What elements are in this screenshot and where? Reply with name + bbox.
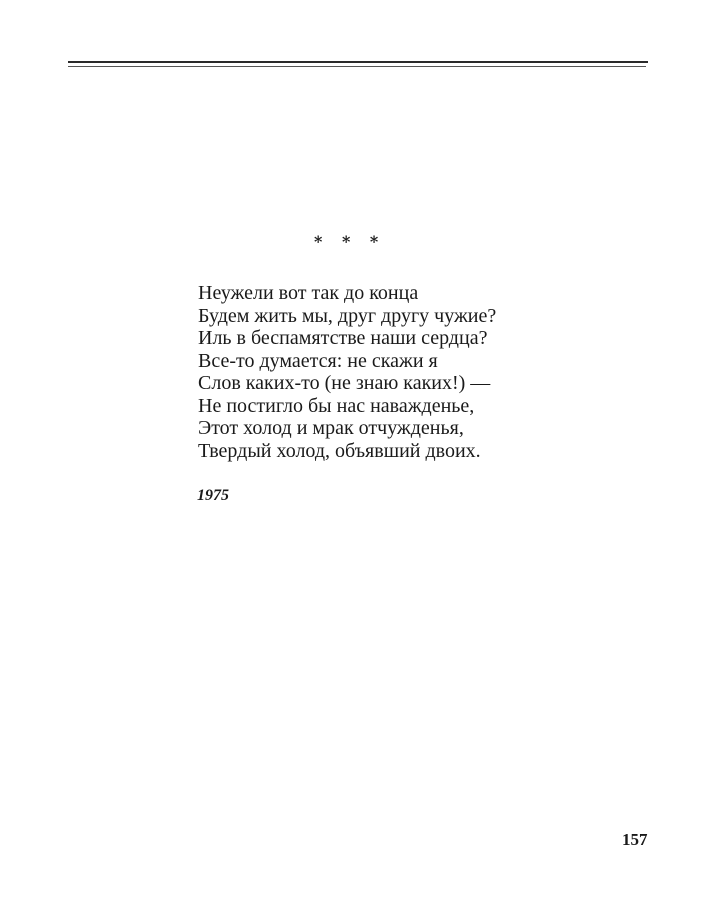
poem-line: Твердый холод, объявший двоих. [198,439,481,462]
page-number: 157 [622,830,648,849]
poem-line: Иль в беспамятстве наши сердца? [198,327,488,349]
poem-text [198,282,496,462]
poem-line: Все-то думается: не скажи я [198,349,438,372]
top-rule-thin [68,66,646,67]
poem-line: Не постигло бы нас наважденье, [198,394,475,417]
section-separator: * * * [314,232,386,251]
poem-line: Будем жить мы, друг другу чужие? [198,304,497,327]
poem-line: Этот холод и мрак отчужденья, [198,417,464,439]
poem-line: Слов каких-то (не знаю каких!) — [198,372,491,394]
poem-year: 1975 [197,487,229,504]
top-rule [68,61,648,63]
poem-line: Неужели вот так до конца [198,282,419,304]
